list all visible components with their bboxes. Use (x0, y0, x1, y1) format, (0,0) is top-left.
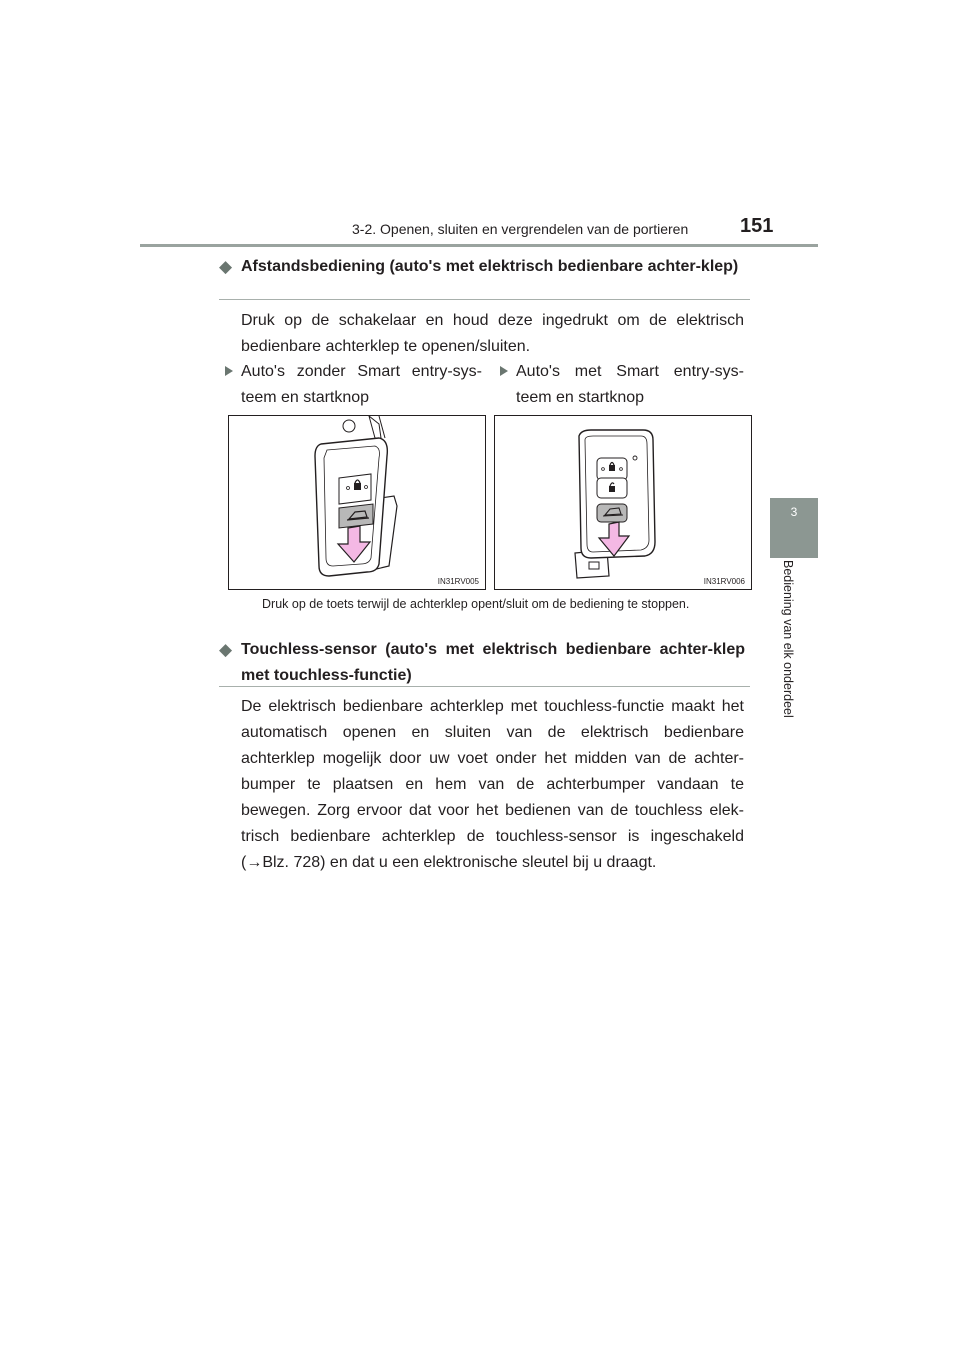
section2-body: De elektrisch bedienbare achterklep met touchless-functie maakt het automatisch openen en sluiten van de elektrisch bedienbare achterklep mogelijk door uw voet onder het midden van de achter-bumper te plaatsen en hem van de achterbumper vandaan te bewegen. Zorg ervoor dat voor het bedienen van de touchless elek-trisch bedienbare achterklep de touchless-sensor is ingeschakeld (→Blz. 728) en dat u een elektronische sleutel bij u draagt. (241, 698, 744, 871)
section1-body: Druk op de schakelaar en houd deze ingedrukt om de elektrisch bedienbare achterklep te openen/sluiten. (241, 312, 744, 355)
section1-heading-text: Afstandsbediening (auto's met elektrisch bedienbare achter-klep) (241, 258, 739, 275)
section1-divider (219, 299, 750, 300)
diamond-bullet-icon: ◆ (219, 257, 233, 276)
triangle-bullet-icon (225, 366, 233, 376)
header-divider (140, 244, 818, 247)
right-variant-label (500, 359, 744, 411)
diamond-bullet-icon: ◆ (219, 640, 233, 659)
left-variant-text: Auto's zonder Smart entry-sys-teem en startknop (241, 363, 482, 406)
figure-flip-key (228, 415, 486, 590)
page-number: 151 (740, 215, 774, 237)
figure-smart-key (494, 415, 752, 590)
left-variant-label (225, 359, 482, 411)
flip-key-illustration (229, 416, 485, 589)
chapter-tab[interactable] (770, 498, 818, 558)
triangle-bullet-icon (500, 366, 508, 376)
section1-heading (219, 254, 745, 280)
right-variant-text: Auto's met Smart entry-sys-teem en startknop (516, 363, 744, 406)
section2-divider (219, 686, 750, 687)
section2-heading-text: Touchless-sensor (auto's met elektrisch bedienbare achter-klep met touchless-functie) (241, 641, 745, 684)
section-title: 3-2. Openen, sluiten en vergrendelen van de portieren (352, 221, 689, 237)
figure-caption: Druk op de toets terwijl de achterklep opent/sluit om de bediening te stoppen. (262, 597, 690, 611)
smart-key-illustration (495, 416, 751, 589)
figure-code: IN31RV005 (437, 577, 479, 586)
chapter-label: Bediening van elk onderdeel (781, 560, 795, 718)
chapter-number: 3 (790, 505, 798, 519)
section2-heading (219, 637, 745, 689)
figure-code: IN31RV006 (703, 577, 745, 586)
